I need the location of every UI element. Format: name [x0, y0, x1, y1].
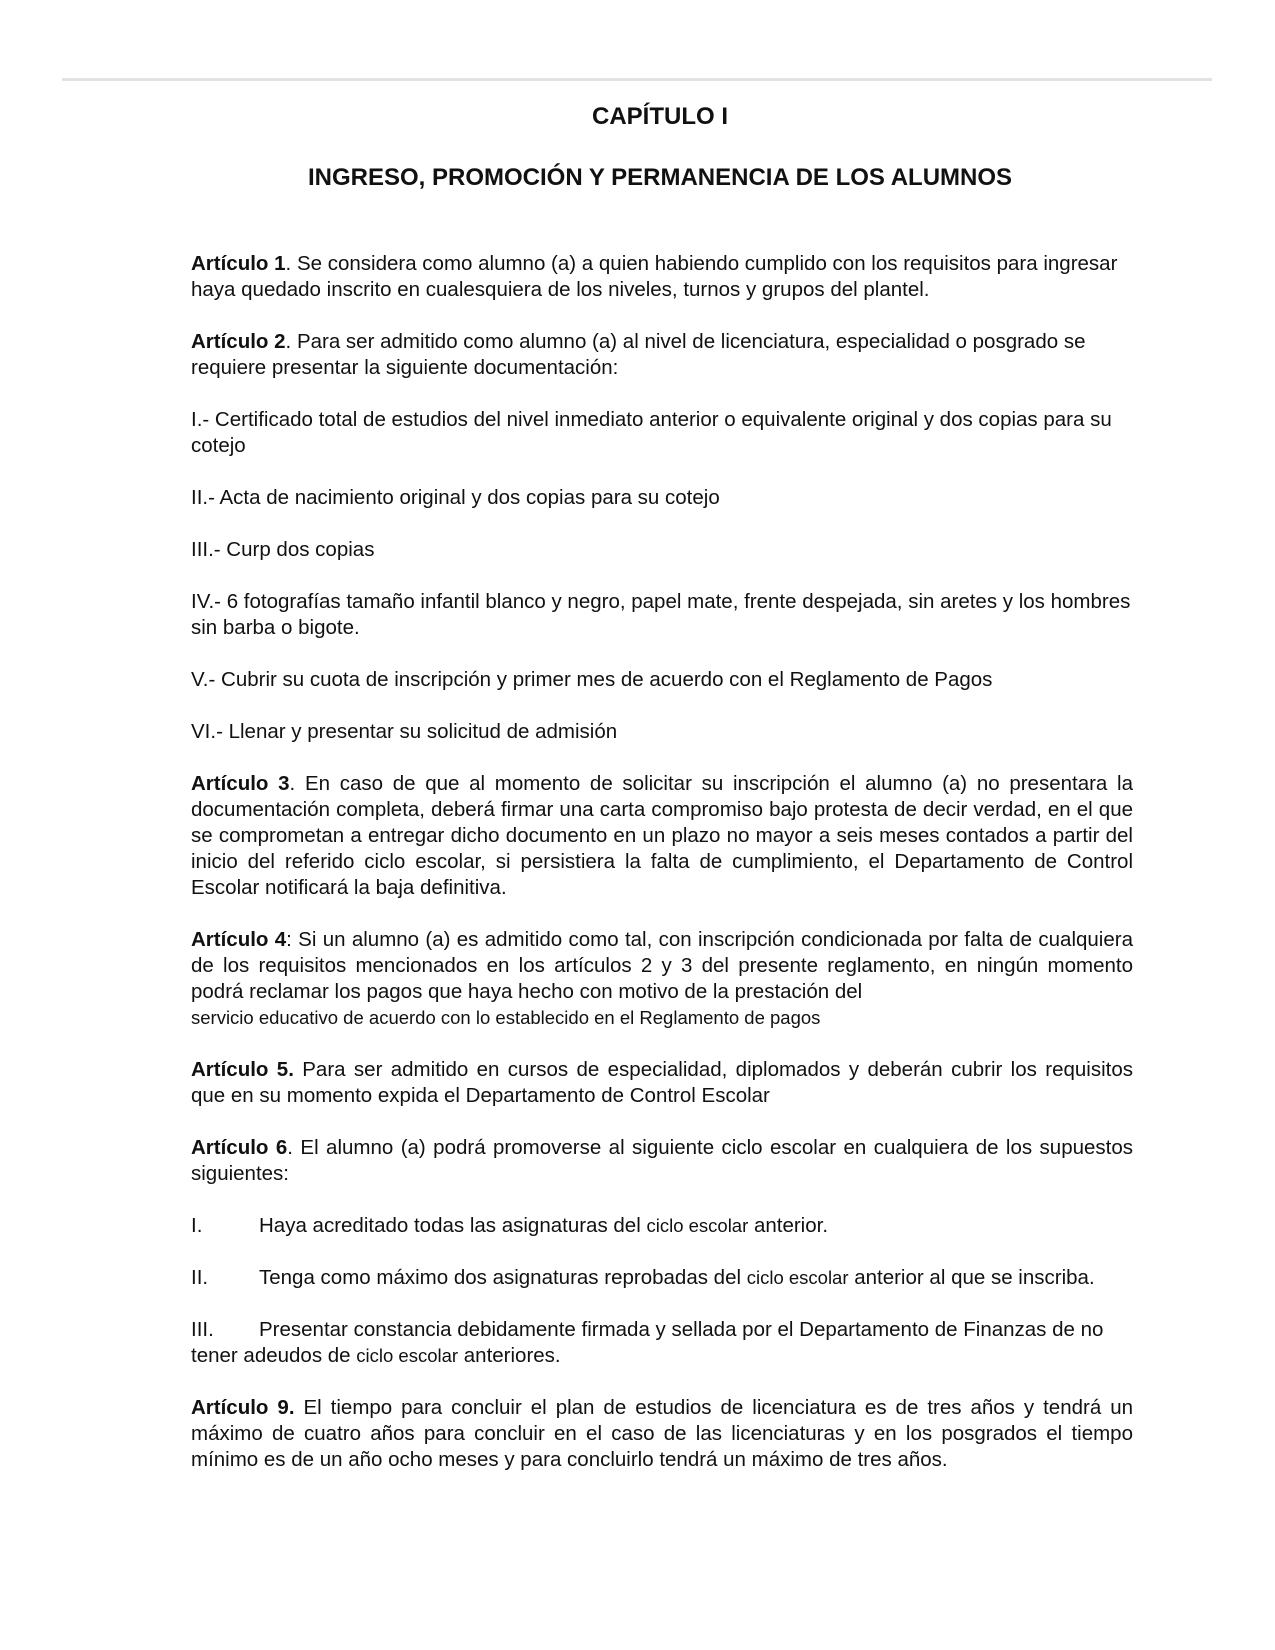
article-2-item-3: III.- Curp dos copias: [191, 538, 375, 561]
article-2-label: Artículo 2: [191, 330, 286, 353]
article-2-item-4: IV.- 6 fotografías tamaño infantil blanco y negro, papel mate, frente despejada, sin aretes y los hombres sin barba o bigote.: [191, 590, 1131, 639]
article-6-item-3: [191, 1317, 1133, 1369]
article-9-label: Artículo 9.: [191, 1396, 295, 1419]
article-6-item-2-text-a: Tenga como máximo dos asignaturas reprobadas del: [259, 1266, 747, 1289]
article-2-item-5: V.- Cubrir su cuota de inscripción y primer mes de acuerdo con el Reglamento de Pagos: [191, 668, 993, 691]
article-3-text: . En caso de que al momento de solicitar su inscripción el alumno (a) no presentara la documentación completa, deberá firmar una carta compromiso bajo protesta de decir verdad, en el que se comprometan a entregar dicho documento en un plazo no mayor a seis meses contados a partir del inicio del referido ciclo escolar, si persistiera la falta de cumplimiento, el Departamento de Control Escolar notificará la baja definitiva.: [191, 772, 1133, 899]
article-2: [191, 329, 1133, 381]
article-6-item-2: [191, 1265, 1133, 1291]
article-1-label: Artículo 1: [191, 252, 286, 275]
article-6-item-1-text-b: anterior.: [748, 1214, 829, 1237]
article-5: [191, 1057, 1133, 1109]
article-6-item-1-text-a: Haya acreditado todas las asignaturas del: [259, 1214, 647, 1237]
article-9-text: El tiempo para concluir el plan de estudios de licenciatura es de tres años y tendrá un máximo de cuatro años para concluir en el caso de las licenciaturas y en los posgrados el tiempo mínimo es de un año ocho meses y para concluirlo tendrá un máximo de tres años.: [191, 1396, 1133, 1471]
article-1: [191, 251, 1133, 303]
article-6-item-1: [191, 1213, 1133, 1239]
chapter-title: INGRESO, PROMOCIÓN Y PERMANENCIA DE LOS ALUMNOS: [307, 164, 1013, 191]
article-2-item-2: II.- Acta de nacimiento original y dos copias para su cotejo: [191, 486, 720, 509]
article-6-item-2-text-small: ciclo escolar: [746, 1267, 849, 1288]
article-6-text: . El alumno (a) podrá promoverse al siguiente ciclo escolar en cualquiera de los supuestos siguientes:: [191, 1136, 1133, 1185]
article-9: [191, 1395, 1133, 1473]
article-6-item-1-number: I.: [191, 1214, 203, 1237]
article-3: [191, 771, 1133, 901]
article-6-item-3-text-small: ciclo escolar: [356, 1345, 459, 1366]
article-6-item-2-number: II.: [191, 1266, 209, 1289]
article-6-item-1-text-small: ciclo escolar: [646, 1215, 749, 1236]
page-top-divider: [62, 78, 1212, 81]
article-4-text-end: servicio educativo de acuerdo con lo establecido en el Reglamento de pagos: [191, 1007, 821, 1028]
article-6-item-3-text-b: anteriores.: [458, 1344, 561, 1367]
article-1-text: . Se considera como alumno (a) a quien habiendo cumplido con los requisitos para ingresar haya quedado inscrito en cualesquiera de los niveles, turnos y grupos del plantel.: [191, 252, 1118, 301]
article-2-item-6: VI.- Llenar y presentar su solicitud de admisión: [191, 720, 618, 743]
article-5-label: Artículo 5.: [191, 1058, 294, 1081]
article-2-text: . Para ser admitido como alumno (a) al nivel de licenciatura, especialidad o posgrado se requiere presentar la siguiente documentación:: [191, 330, 1086, 379]
article-6-item-3-text-a: Presentar constancia debidamente firmada y sellada por el Departamento de Finanzas de no tener adeudos de: [191, 1318, 1104, 1367]
article-5-text: Para ser admitido en cursos de especialidad, diplomados y deberán cubrir los requisitos que en su momento expida el Departamento de Control Escolar: [191, 1058, 1133, 1107]
document-body: [191, 251, 1133, 1499]
article-4-text: : Si un alumno (a) es admitido como tal, con inscripción condicionada por falta de cualquiera de los requisitos mencionados en los artículos 2 y 3 del presente reglamento, en ningún momento podrá reclamar los pagos que haya hecho con motivo de la prestación del: [191, 928, 1133, 1003]
article-6-item-3-number: III.: [191, 1318, 214, 1341]
article-6-item-2-text-b: anterior al que se inscriba.: [848, 1266, 1095, 1289]
article-6-label: Artículo 6: [191, 1136, 288, 1159]
article-3-label: Artículo 3: [191, 772, 290, 795]
article-4-label: Artículo 4: [191, 928, 287, 951]
article-2-item-1: I.- Certificado total de estudios del nivel inmediato anterior o equivalente original y dos copias para su cotejo: [191, 408, 1112, 457]
article-6: [191, 1135, 1133, 1187]
chapter-heading: CAPÍTULO I: [592, 103, 728, 130]
article-4: [191, 927, 1133, 1031]
